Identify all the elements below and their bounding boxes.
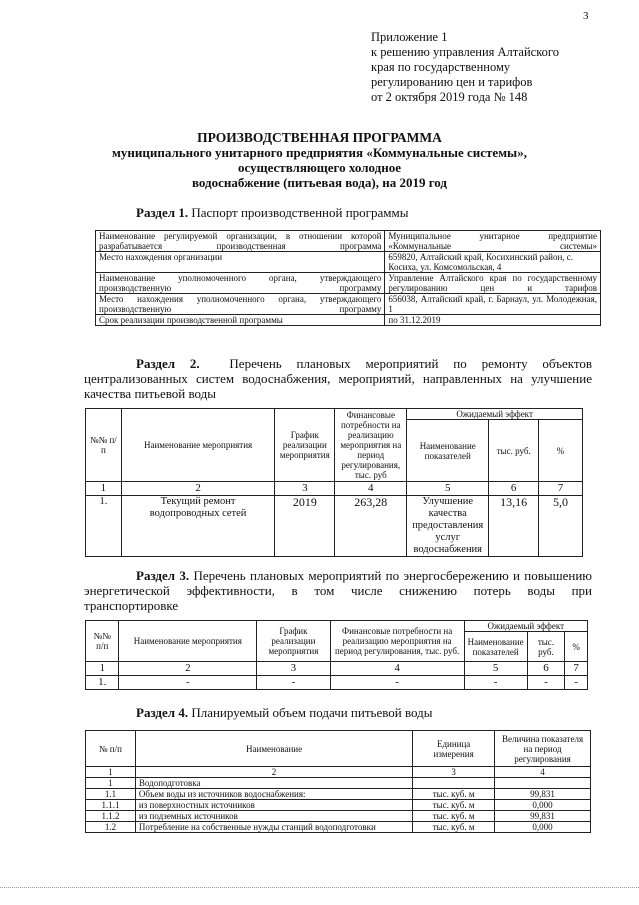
col-number: 2 <box>121 482 274 496</box>
header-finance: Финансовые потребности на реализацию мероприятия на период регулирования, тыс. руб. <box>330 621 464 662</box>
row-unit <box>413 778 495 789</box>
row-unit: тыс. куб. м <box>413 789 495 800</box>
row-name: - <box>119 676 257 690</box>
header-num: № п/п <box>86 731 136 767</box>
row-name: Потребление на собственные нужды станций водоподготовки <box>135 822 412 833</box>
section4-heading <box>136 705 433 720</box>
section4-title: Планируемый объем подачи питьевой воды <box>191 705 433 720</box>
row-pct: 5,0 <box>539 496 583 557</box>
table-row <box>96 273 601 294</box>
header-name: Наименование <box>135 731 412 767</box>
section2-line: Перечень плановых мероприятий по ремонту объектов <box>229 356 593 371</box>
appendix-block <box>371 30 559 105</box>
col-number: 6 <box>489 482 539 496</box>
table-row <box>96 231 601 252</box>
passport-name: Наименование регулируемой организации, в отношении которой разрабатывается производственная программа <box>96 231 385 252</box>
col-number: 4 <box>330 662 464 676</box>
header-effect: Ожидаемый эффект <box>464 621 587 632</box>
header-rub: тыс. руб. <box>489 420 539 482</box>
table-row <box>86 811 591 822</box>
row-name: из поверхностных источников <box>135 800 412 811</box>
passport-value: по 31.12.2019 <box>385 315 601 326</box>
row-indicator: - <box>464 676 527 690</box>
col-number: 4 <box>335 482 407 496</box>
row-value: 0,000 <box>495 822 591 833</box>
passport-name: Место нахождения организации <box>96 252 385 273</box>
row-schedule: - <box>257 676 330 690</box>
column-number-row <box>86 767 591 778</box>
appendix-line: от 2 октября 2019 года № 148 <box>371 90 528 104</box>
section3-line: Перечень плановых мероприятий по энергосбережению и повышению <box>193 568 592 583</box>
row-pct: - <box>565 676 588 690</box>
section2-label: Раздел 2. <box>136 356 200 371</box>
header-pct: % <box>539 420 583 482</box>
section3-heading <box>84 568 592 613</box>
row-num: 1.1.1 <box>86 800 136 811</box>
row-rub: 13,16 <box>489 496 539 557</box>
row-value: 99,831 <box>495 789 591 800</box>
row-num: 1.1.2 <box>86 811 136 822</box>
col-number: 6 <box>527 662 565 676</box>
row-indicator: Улучшение качества предоставления услуг водоснабжения <box>407 496 489 557</box>
title-line: ПРОИЗВОДСТВЕННАЯ ПРОГРАММА <box>197 130 442 145</box>
table-row <box>96 252 601 273</box>
column-number-row <box>86 482 583 496</box>
column-number-row <box>86 662 588 676</box>
section1-heading <box>136 205 408 220</box>
col-number: 3 <box>413 767 495 778</box>
passport-value: Управление Алтайского края по государственному регулированию цен и тарифов <box>385 273 601 294</box>
row-value <box>495 778 591 789</box>
row-num: 1. <box>86 496 122 557</box>
row-value: 0,000 <box>495 800 591 811</box>
row-finance: 263,28 <box>335 496 407 557</box>
passport-name: Место нахождения уполномоченного органа, утверждающего производственную программу <box>96 294 385 315</box>
header-finance: Финансовые потребности на реализацию мероприятия на период регулирования, тыс. руб <box>335 409 407 482</box>
row-name: Водоподготовка <box>135 778 412 789</box>
page-bottom-rule <box>0 887 639 888</box>
table-row <box>86 778 591 789</box>
header-unit: Единица измерения <box>413 731 495 767</box>
section2-line: централизованных систем водоснабжения, мероприятий, направленных на улучшение <box>84 371 592 386</box>
header-effect: Ожидаемый эффект <box>407 409 583 420</box>
title-line: осуществляющего холодное <box>238 160 401 175</box>
passport-name: Наименование уполномоченного органа, утверждающего производственную программу <box>96 273 385 294</box>
row-unit: тыс. куб. м <box>413 811 495 822</box>
row-num: 1. <box>86 676 119 690</box>
table-row <box>96 294 601 315</box>
appendix-line: к решению управления Алтайского <box>371 45 559 59</box>
row-num: 1.1 <box>86 789 136 800</box>
header-num: №№ п/п <box>86 621 119 662</box>
row-unit: тыс. куб. м <box>413 822 495 833</box>
table-row <box>96 315 601 326</box>
table-row <box>86 496 583 557</box>
col-number: 3 <box>275 482 335 496</box>
col-number: 4 <box>495 767 591 778</box>
document-title <box>0 130 639 190</box>
header-name: Наименование мероприятия <box>121 409 274 482</box>
col-number: 1 <box>86 662 119 676</box>
col-number: 2 <box>135 767 412 778</box>
col-number: 7 <box>565 662 588 676</box>
row-schedule: 2019 <box>275 496 335 557</box>
header-pct: % <box>565 632 588 662</box>
section2-line: качества питьевой воды <box>84 386 217 401</box>
header-value: Величина показателя на период регулирования <box>495 731 591 767</box>
title-line: водоснабжение (питьевая вода), на 2019 год <box>192 175 447 190</box>
row-value: 99,831 <box>495 811 591 822</box>
repair-table <box>85 408 583 557</box>
table-row <box>86 822 591 833</box>
row-name: из подземных источников <box>135 811 412 822</box>
section3-line: энергетической эффективности, в том числе снижению потерь воды при <box>84 583 592 598</box>
header-indicator: Наименование показателей <box>464 632 527 662</box>
col-number: 1 <box>86 767 136 778</box>
appendix-line: Приложение 1 <box>371 30 448 44</box>
appendix-line: края по государственному <box>371 60 511 74</box>
header-indicator: Наименование показателей <box>407 420 489 482</box>
row-name: Текущий ремонт водопроводных сетей <box>121 496 274 557</box>
passport-value: 656038, Алтайский край, г. Барнаул, ул. Молодежная, 1 <box>385 294 601 315</box>
passport-name: Срок реализации производственной программы <box>96 315 385 326</box>
table-row <box>86 789 591 800</box>
col-number: 5 <box>464 662 527 676</box>
col-number: 3 <box>257 662 330 676</box>
header-schedule: График реализации мероприятия <box>257 621 330 662</box>
table-row <box>86 800 591 811</box>
row-finance: - <box>330 676 464 690</box>
col-number: 2 <box>119 662 257 676</box>
row-rub: - <box>527 676 565 690</box>
page-number: 3 <box>583 10 589 22</box>
passport-table <box>95 230 601 326</box>
header-num: №№ п/п <box>86 409 122 482</box>
section1-label: Раздел 1. <box>136 205 189 220</box>
row-num: 1.2 <box>86 822 136 833</box>
row-name: Объем воды из источников водоснабжения: <box>135 789 412 800</box>
col-number: 5 <box>407 482 489 496</box>
passport-value: Муниципальное унитарное предприятие «Коммунальные системы» <box>385 231 601 252</box>
col-number: 7 <box>539 482 583 496</box>
passport-value: 659820, Алтайский край, Косихинский район, с. Косиха, ул. Комсомольская, 4 <box>385 252 601 273</box>
header-rub: тыс. руб. <box>527 632 565 662</box>
row-unit: тыс. куб. м <box>413 800 495 811</box>
row-num: 1 <box>86 778 136 789</box>
section2-heading <box>84 356 592 401</box>
section4-label: Раздел 4. <box>136 705 189 720</box>
appendix-line: регулированию цен и тарифов <box>371 75 533 89</box>
col-number: 1 <box>86 482 122 496</box>
section1-title: Паспорт производственной программы <box>191 205 409 220</box>
header-schedule: График реализации мероприятия <box>275 409 335 482</box>
section3-line: транспортировке <box>84 598 179 613</box>
table-row <box>86 676 588 690</box>
section3-label: Раздел 3. <box>136 568 190 583</box>
title-line: муниципального унитарного предприятия «Коммунальные системы», <box>112 145 527 160</box>
header-name: Наименование мероприятия <box>119 621 257 662</box>
energy-table <box>85 620 588 690</box>
volume-table <box>85 730 591 833</box>
